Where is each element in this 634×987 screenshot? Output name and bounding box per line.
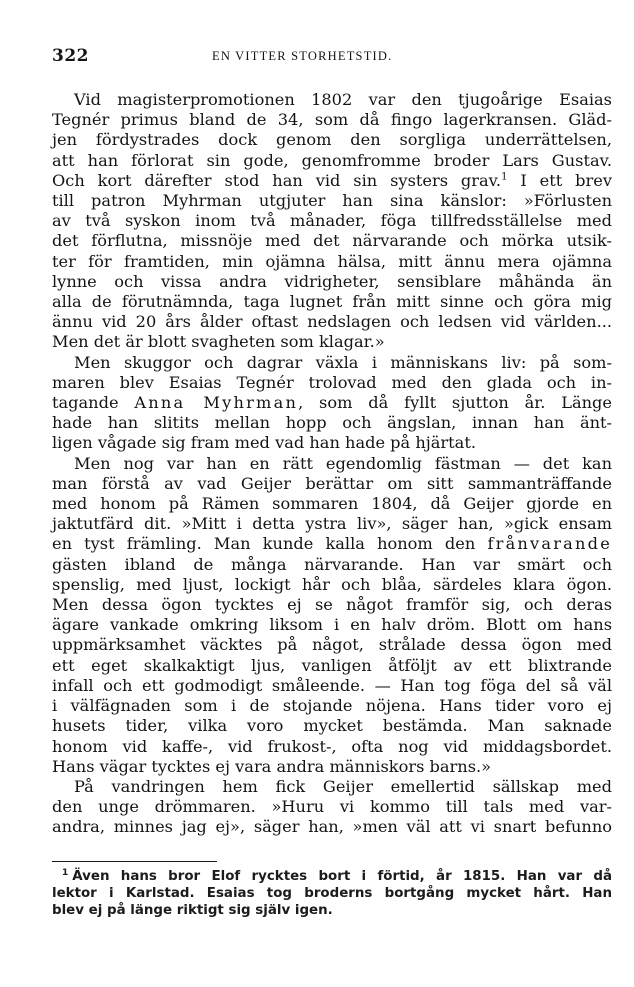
- text-line: [52, 494, 612, 514]
- text-segment: Men nog var han en rätt egendomlig fästman — det kan: [74, 453, 612, 473]
- text-segment: den unge drömmaren. »Huru vi kommo till tals med var-: [52, 797, 612, 817]
- page-number: 322: [52, 46, 89, 66]
- text-segment: Men det är blott svagheten som klagar.»: [52, 332, 385, 352]
- text-line: [52, 534, 612, 554]
- text-line: [52, 332, 612, 352]
- text-segment: På vandringen hem fick Geijer emellertid sällskap med: [74, 776, 612, 796]
- text-line: [52, 171, 612, 191]
- text-segment: man förstå av vad Geijer berättar om sitt sammanträffande: [52, 473, 612, 493]
- text-line: [52, 514, 612, 534]
- text-line: [52, 817, 612, 837]
- text-segment: alla de förutnämnda, taga lugnet från mitt sinne och göra mig: [52, 292, 612, 312]
- text-line: [52, 191, 612, 211]
- text-line: [52, 312, 612, 332]
- text-segment: , som då fyllt sjutton år. Länge: [298, 393, 612, 413]
- footnote-text: Även hans bror Elof rycktes bort i förtid, år 1815. Han var då: [72, 869, 612, 884]
- text-line: [52, 555, 612, 575]
- text-segment: ett eget skalkaktigt ljus, vanligen åtföljt av ett blixtrande: [52, 655, 612, 675]
- text-segment: tagande: [52, 393, 135, 413]
- text-segment: lynne och vissa andra vidrigheter, sensiblare måhända än: [52, 271, 612, 291]
- text-segment: Men dessa ögon tycktes ej se något framför sig, och deras: [52, 595, 612, 615]
- text-line: [52, 777, 612, 797]
- footnote-line: [52, 868, 612, 885]
- text-line: [52, 292, 612, 312]
- text-line: [52, 413, 612, 433]
- text-line: [52, 130, 612, 150]
- running-title: EN VITTER STORHETSTID.: [212, 49, 393, 63]
- text-line: [52, 353, 612, 373]
- text-line: [52, 252, 612, 272]
- text-segment: spenslig, med ljust, lockigt hår och blåa, särdeles klara ögon.: [52, 574, 612, 594]
- text-segment: ter för framtiden, min ojämna hälsa, mitt ännu mera ojämna: [52, 251, 612, 271]
- text-line: [52, 575, 612, 595]
- footnote-text: blev ej på länge riktigt sig själv igen.: [52, 903, 333, 918]
- text-line: [52, 474, 612, 494]
- footnote-text: lektor i Karlstad. Esaias tog broderns bortgång mycket hårt. Han: [52, 886, 612, 901]
- text-segment: att han förlorat sin gode, genomfromme broder Lars Gustav.: [52, 150, 612, 170]
- text-segment: uppmärksamhet väcktes på något, strålade dessa ögon med: [52, 635, 612, 655]
- text-segment: Men skuggor och dagrar växla i människans liv: på som-: [74, 352, 612, 372]
- text-line: [52, 676, 612, 696]
- text-segment: en tyst främling. Man kunde kalla honom den: [52, 534, 488, 554]
- text-segment: Och kort därefter stod han vid sin systers grav.: [52, 170, 502, 190]
- text-segment: honom vid kaffe-, vid frukost-, ofta nog vid middagsbordet.: [52, 736, 612, 756]
- page-header: [52, 46, 592, 70]
- text-line: [52, 272, 612, 292]
- text-line: [52, 635, 612, 655]
- text-line: [52, 90, 612, 110]
- text-line: [52, 595, 612, 615]
- text-line: [52, 454, 612, 474]
- text-line: [52, 433, 612, 453]
- text-segment: ännu vid 20 års ålder oftast nedslagen och ledsen vid världen...: [52, 312, 612, 332]
- text-line: [52, 373, 612, 393]
- text-segment: ägare vankade omkring liksom i en halv dröm. Blott om hans: [52, 615, 612, 635]
- text-line: [52, 231, 612, 251]
- text-segment: i välfägnaden som i de stojande nöjena. Hans tider voro ej: [52, 696, 612, 716]
- footnote-line: [52, 885, 612, 902]
- footnote-reference: 1: [501, 171, 508, 183]
- text-line: [52, 151, 612, 171]
- text-line: [52, 737, 612, 757]
- text-segment: gästen ibland de många närvarande. Han var smärt och: [52, 554, 612, 574]
- text-segment: maren blev Esaias Tegnér trolovad med den glada och in-: [52, 372, 612, 392]
- footnote-line: [52, 902, 612, 919]
- text-segment: jaktutfärd dit. »Mitt i detta ystra liv», säger han, »gick ensam: [52, 514, 612, 534]
- text-line: [52, 110, 612, 130]
- text-segment: med honom på Rämen sommaren 1804, då Geijer gjorde en: [52, 494, 612, 514]
- spaced-emphasis: Anna Myhrman: [134, 393, 299, 413]
- text-segment: ligen vågade sig fram med vad han hade på hjärtat.: [52, 433, 476, 453]
- text-segment: infall och ett godmodigt småleende. — Han tog föga del så väl: [52, 675, 612, 695]
- text-line: [52, 716, 612, 736]
- text-line: [52, 393, 612, 413]
- text-segment: det förflutna, missnöje med det närvarande och mörka utsik-: [52, 231, 612, 251]
- text-segment: hade han slitits mellan hopp och ängslan, innan han änt-: [52, 413, 612, 433]
- text-line: [52, 211, 612, 231]
- text-line: [52, 656, 612, 676]
- text-segment: jen fördystrades dock genom den sorgliga underrättelsen,: [52, 130, 612, 150]
- footnote-mark: 1: [62, 867, 69, 878]
- footnotes: [52, 868, 612, 919]
- text-line: [52, 615, 612, 635]
- text-line: [52, 797, 612, 817]
- footnote-rule: [52, 861, 217, 862]
- text-segment: husets tider, vilka voro mycket bestämda. Man saknade: [52, 716, 612, 736]
- text-line: [52, 757, 612, 777]
- text-segment: Vid magisterpromotionen 1802 var den tjugoårige Esaias: [74, 90, 612, 109]
- text-segment: andra, minnes jag ej», säger han, »men väl att vi snart befunno: [52, 817, 612, 837]
- text-segment: av två syskon inom två månader, föga tillfredsställelse med: [52, 211, 612, 231]
- spaced-emphasis: frånvarande: [487, 534, 612, 554]
- text-segment: till patron Myhrman utgjuter han sina känslor: »Förlusten: [52, 191, 612, 211]
- text-line: [52, 696, 612, 716]
- text-segment: I ett brev: [507, 170, 612, 190]
- text-segment: Tegnér primus bland de 34, som då fingo lagerkransen. Gläd-: [52, 110, 612, 130]
- text-segment: Hans vägar tycktes ej vara andra människors barns.»: [52, 756, 492, 776]
- body-text: [52, 90, 612, 838]
